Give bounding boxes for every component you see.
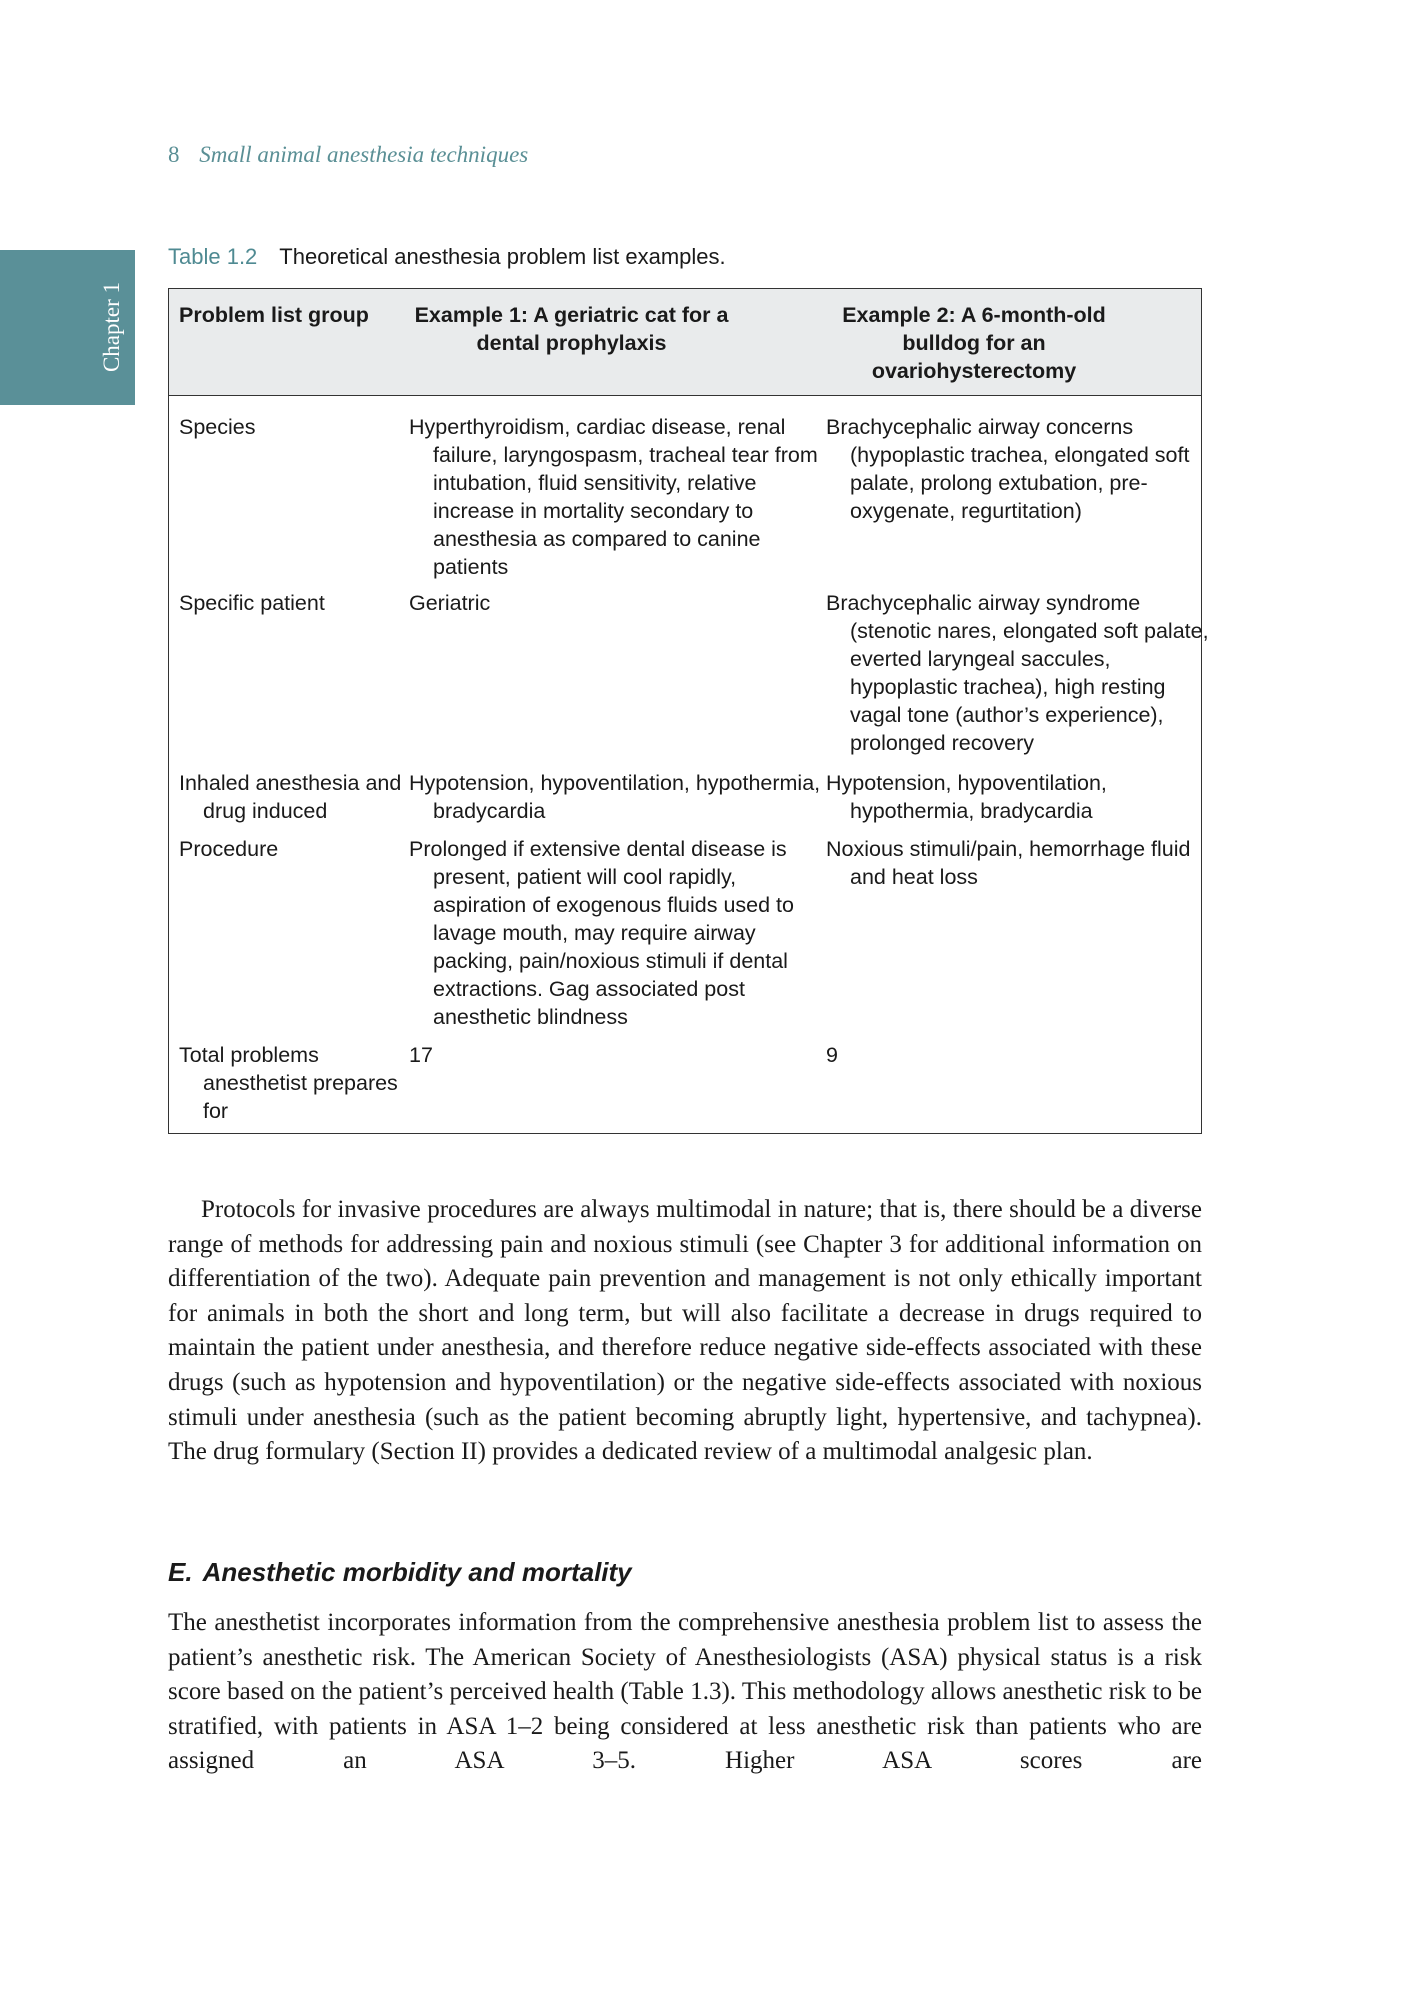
row-example-1: 17 [409,1043,433,1067]
header-example-2: Example 2: A 6-month-old bulldog for an ovariohysterectomy [842,303,1106,383]
table-row [169,1041,1201,1127]
problem-list-table [168,288,1209,1134]
row-example-1: Hyperthyroidism, cardiac disease, renal failure, laryngospasm, tracheal tear from intubation, fluid sensitivity, relative increase in mortality secondary to anesthesia as compared to canine patients [409,415,818,579]
row-group: Procedure [179,837,279,861]
table-caption [168,244,726,270]
row-group: Species [179,415,256,439]
row-example-2: Noxious stimuli/pain, hemorrhage fluid and heat loss [826,837,1191,889]
running-head [168,142,528,168]
row-group: Inhaled anesthesia and drug induced [179,771,402,823]
row-example-1: Prolonged if extensive dental disease is present, patient will cool rapidly, aspiration of exogenous fluids used to lavage mouth, may require airway packing, pain/noxious stimuli if dental extractions. Gag associated post anesthetic blindness [409,837,794,1029]
row-example-1: Hypotension, hypoventilation, hypothermia, bradycardia [409,771,821,823]
row-example-2: 9 [826,1043,838,1067]
table-header-row [169,289,1201,396]
header-example-1: Example 1: A geriatric cat for a dental prophylaxis [414,303,729,355]
section-letter: E. [168,1557,193,1587]
body-paragraph: The anesthetist incorporates information from the comprehensive anesthesia problem list to assess the patient’s anesthetic risk. The American Society of Anesthesiologists (ASA) physical status is a risk score based on the patient’s perceived health (Table 1.3). This methodology allows anesthetic risk to be stratified, with patients in ASA 1–2 being considered at less anesthetic risk than patients who are assigned an ASA 3–5. Higher ASA scores are [168,1609,1202,1775]
row-example-2: Brachycephalic airway concerns (hypoplastic trachea, elongated soft palate, prolong extubation, pre-oxygenate, regurtitation) [826,415,1190,523]
table-body [169,413,1209,1127]
row-group: Specific patient [179,591,325,615]
table-row [169,835,1201,1041]
table-caption-label: Table 1.2 [168,244,258,269]
book-title: Small animal anesthesia techniques [199,142,529,167]
table-caption-text: Theoretical anesthesia problem list examples. [279,244,726,269]
chapter-tab [0,250,135,405]
row-group: Total problems anesthetist prepares for [179,1043,398,1123]
table-row [169,589,1209,769]
table-row [169,769,1201,835]
section-heading [168,1557,632,1588]
table-row [169,413,1201,589]
row-example-1: Geriatric [409,591,491,615]
row-example-2: Brachycephalic airway syndrome (stenotic nares, elongated soft palate, everted laryngeal saccules, hypoplastic trachea), high resting vagal tone (author’s experience), prolonged recovery [826,591,1209,755]
page-number: 8 [168,142,180,167]
chapter-tab-label: Chapter 1 [99,281,124,373]
row-example-2: Hypotension, hypoventilation, hypothermia, bradycardia [826,771,1107,823]
body-paragraph: Protocols for invasive procedures are always multimodal in nature; that is, there should be a diverse range of methods for addressing pain and noxious stimuli (see Chapter 3 for additional information on differentiation of the two). Adequate pain prevention and management is not only ethically important for animals in both the short and long term, but will also facilitate a decrease in drugs required to maintain the patient under anesthesia, and therefore reduce negative side-effects associated with these drugs (such as hypotension and hypoventilation) or the negative side-effects associated with noxious stimuli under anesthesia (such as the patient becoming abruptly light, hypertensive, and tachypnea). The drug formulary (Section II) provides a dedicated review of a multimodal analgesic plan. [168,1196,1202,1466]
header-problem-list-group: Problem list group [179,303,369,327]
section-title: Anesthetic morbidity and mortality [202,1557,632,1587]
